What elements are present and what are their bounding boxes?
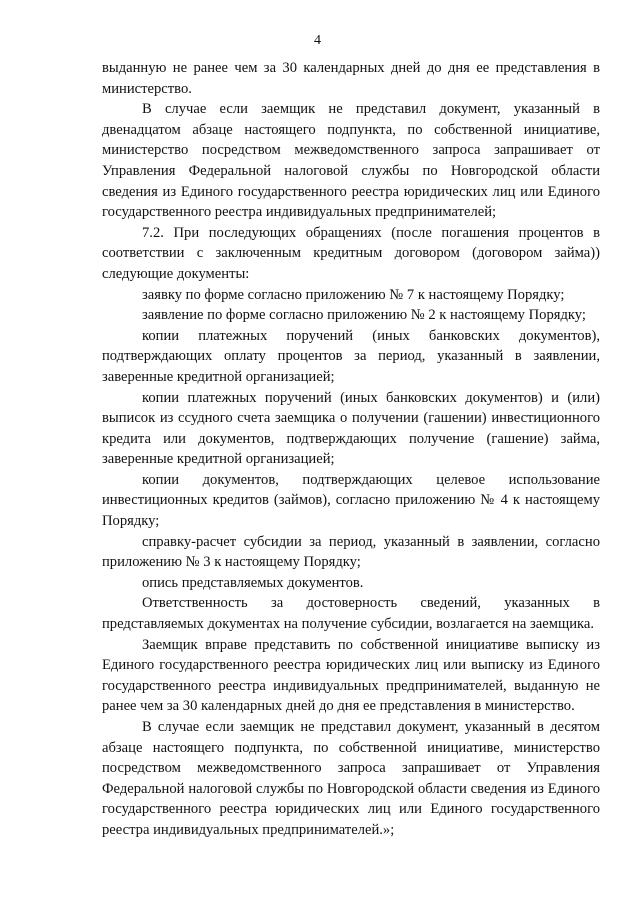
paragraph: Заемщик вправе представить по собственной инициативе выписку из Единого государственного реестра юридических лиц или выписку из Единого государственного реестра индивидуальных предпринимателей, выданную не ранее чем за 30 календарных дней до дня ее представления в министерство. (102, 636, 600, 715)
paragraph: Ответственность за достоверность сведений, указанных в представляемых документах на получение субсидии, возлагается на заемщика. (102, 595, 600, 633)
list-item: заявку по форме согласно приложению № 7 к настоящему Порядку; (142, 286, 565, 303)
list-item: опись представляемых документов. (142, 574, 364, 591)
list-item: копии платежных поручений (иных банковских документов), подтверждающих оплату процентов за период, указанный в заявлении, заверенные кредитной организацией; (102, 327, 600, 385)
paragraph-section-7-2: 7.2. При последующих обращениях (после погашения процентов в соответствии с заключенным кредитным договором (договором займа)) следующие документы: (102, 224, 600, 282)
list-item: копии платежных поручений (иных банковских документов) и (или) выписок из ссудного счета заемщика о получении (гашении) инвестиционного кредита или документов, подтверждающих получение (гашение) займа, заверенные кредитной организацией; (102, 389, 600, 468)
document-body (102, 58, 600, 841)
page-number: 4 (314, 33, 321, 48)
paragraph-continuation: выданную не ранее чем за 30 календарных дней до дня ее представления в министерство. (102, 60, 600, 97)
paragraph: В случае если заемщик не представил документ, указанный в десятом абзаце настоящего подпункта, по собственной инициативе, министерство посредством межведомственного запроса запрашивает от Управления Федеральной налоговой службы по Новгородской области сведения из Единого государственного реестра юридических лиц или Единого государственного реестра индивидуальных предпринимателей.»; (102, 719, 600, 838)
list-item: заявление по форме согласно приложению № 2 к настоящему Порядку; (142, 307, 586, 324)
list-item: справку-расчет субсидии за период, указанный в заявлении, согласно приложению № 3 к настоящему Порядку; (102, 533, 600, 571)
list-item: копии документов, подтверждающих целевое использование инвестиционных кредитов (займов), согласно приложению № 4 к настоящему Порядку; (102, 471, 600, 530)
paragraph: В случае если заемщик не представил документ, указанный в двенадцатом абзаце настоящего подпункта, по собственной инициативе, министерство посредством межведомственного запроса запрашивает от Управления Федеральной налоговой службы по Новгородской области сведения из Единого государственного реестра юридических лиц или Единого государственного реестра индивидуальных предпринимателей; (102, 101, 600, 221)
